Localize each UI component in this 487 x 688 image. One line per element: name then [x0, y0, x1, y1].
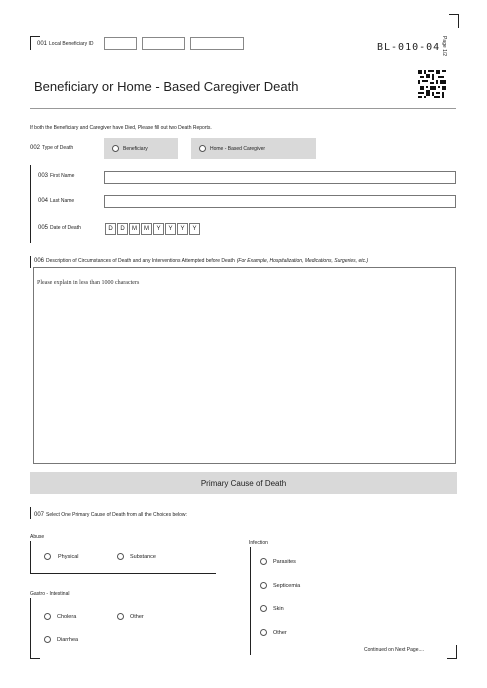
- first-name-code: 003: [38, 173, 49, 179]
- circumstances-placeholder: Please explain in less than 1000 characters: [37, 280, 140, 286]
- continued-note: Continued on Next Page....: [364, 647, 425, 653]
- circumstances-example: (For Example, Hospitalization, Medications, Surgeries, etc.): [236, 258, 369, 264]
- beneficiary-id-code: 001: [37, 41, 48, 47]
- beneficiary-id-label: [37, 41, 93, 47]
- circumstances-code: 006: [34, 258, 45, 264]
- primary-cause-title: Primary Cause of Death: [200, 478, 287, 488]
- option-label: Other: [130, 613, 144, 620]
- date-cell-day-2[interactable]: D: [117, 223, 128, 235]
- option-infection-other[interactable]: [260, 629, 287, 636]
- last-name-label: [38, 198, 74, 204]
- option-label: Parasites: [273, 558, 296, 565]
- option-label: Septicemia: [273, 582, 301, 589]
- form-code: BL-010-04: [377, 42, 441, 53]
- circumstances-textarea[interactable]: [33, 267, 456, 464]
- option-skin[interactable]: [260, 605, 284, 612]
- radio-icon[interactable]: [260, 558, 267, 565]
- option-label: Substance: [130, 553, 156, 560]
- title-divider: [30, 108, 456, 109]
- date-cell-year-1[interactable]: Y: [153, 223, 164, 235]
- option-label: Skin: [273, 605, 284, 612]
- option-substance[interactable]: [117, 553, 156, 560]
- radio-icon[interactable]: [260, 582, 267, 589]
- radio-icon[interactable]: [260, 605, 267, 612]
- date-cell-year-3[interactable]: Y: [177, 223, 188, 235]
- option-cholera[interactable]: [44, 613, 76, 620]
- radio-icon[interactable]: [199, 145, 206, 152]
- option-label: Diarrhea: [57, 636, 79, 643]
- radio-icon[interactable]: [44, 636, 51, 643]
- option-label: Cholera: [57, 613, 77, 620]
- abuse-group-label: Abuse: [30, 534, 45, 540]
- primary-cause-text: Select One Primary Cause of Death from all the Choices below:: [46, 512, 187, 518]
- beneficiary-id-field-1[interactable]: [104, 37, 137, 50]
- circumstances-text: Description of Circumstances of Death and any Interventions Attempted before Death: [46, 258, 235, 264]
- radio-icon[interactable]: [44, 553, 51, 560]
- instructions-text: If both the Beneficiary and Caregiver have Died, Please fill out two Death Reports.: [30, 125, 212, 131]
- date-of-death-label: [38, 225, 81, 231]
- beneficiary-id-field-2[interactable]: [142, 37, 185, 50]
- option-parasites[interactable]: [260, 558, 296, 565]
- radio-icon[interactable]: [117, 553, 124, 560]
- first-name-label: [38, 173, 74, 179]
- infection-group-label: Infection: [249, 540, 268, 546]
- radio-icon[interactable]: [260, 629, 267, 636]
- abuse-group-bracket: [30, 541, 31, 574]
- option-home-based-caregiver[interactable]: [191, 138, 316, 159]
- gastro-group-bracket: [30, 598, 31, 655]
- date-cell-month-2[interactable]: M: [141, 223, 152, 235]
- beneficiary-id-field-3[interactable]: [190, 37, 244, 50]
- option-diarrhea[interactable]: [44, 636, 78, 643]
- option-label: Other: [273, 629, 287, 636]
- circumstances-bracket: [30, 256, 31, 268]
- primary-cause-bracket: [30, 507, 31, 519]
- option-beneficiary[interactable]: [104, 138, 178, 159]
- radio-icon[interactable]: [44, 613, 51, 620]
- infection-group-bracket: [250, 547, 251, 655]
- date-cell-year-2[interactable]: Y: [165, 223, 176, 235]
- page-title: Beneficiary or Home - Based Caregiver Death: [34, 79, 299, 94]
- abuse-group-underline: [30, 573, 216, 574]
- option-label: Home - Based Caregiver: [210, 145, 266, 152]
- last-name-input[interactable]: [104, 195, 456, 208]
- circumstances-label: [34, 258, 368, 264]
- primary-cause-code: 007: [34, 512, 45, 518]
- date-cell-month-1[interactable]: M: [129, 223, 140, 235]
- primary-cause-header: [30, 472, 457, 494]
- date-cell-year-4[interactable]: Y: [189, 223, 200, 235]
- qr-code-icon: [418, 70, 446, 98]
- option-label: Physical: [58, 553, 79, 560]
- type-of-death-label: [30, 145, 73, 151]
- gastro-group-label: Gastro - Intestinal: [30, 591, 70, 597]
- first-name-text: First Name: [50, 173, 75, 179]
- date-of-death-code: 005: [38, 225, 49, 231]
- corner-mark-bottom-left: [30, 645, 40, 659]
- option-physical[interactable]: [44, 553, 78, 560]
- radio-icon[interactable]: [112, 145, 119, 152]
- beneficiary-id-text: Local Beneficiary ID: [49, 41, 94, 47]
- type-of-death-code: 002: [30, 145, 41, 151]
- date-of-death-text: Date of Death: [50, 225, 81, 231]
- option-septicemia[interactable]: [260, 582, 300, 589]
- radio-icon[interactable]: [117, 613, 124, 620]
- first-name-input[interactable]: [104, 171, 456, 184]
- corner-mark-bottom-right: [447, 645, 457, 659]
- corner-mark-top-right: [449, 14, 459, 28]
- type-of-death-text: Type of Death: [42, 145, 74, 151]
- section-bracket: [30, 165, 31, 243]
- option-label: Beneficiary: [123, 145, 148, 152]
- option-gastro-other[interactable]: [117, 613, 144, 620]
- date-cell-day-1[interactable]: D: [105, 223, 116, 235]
- primary-cause-label: [34, 512, 187, 518]
- last-name-text: Last Name: [50, 198, 75, 204]
- page-number: Page 1/2: [441, 36, 447, 57]
- last-name-code: 004: [38, 198, 49, 204]
